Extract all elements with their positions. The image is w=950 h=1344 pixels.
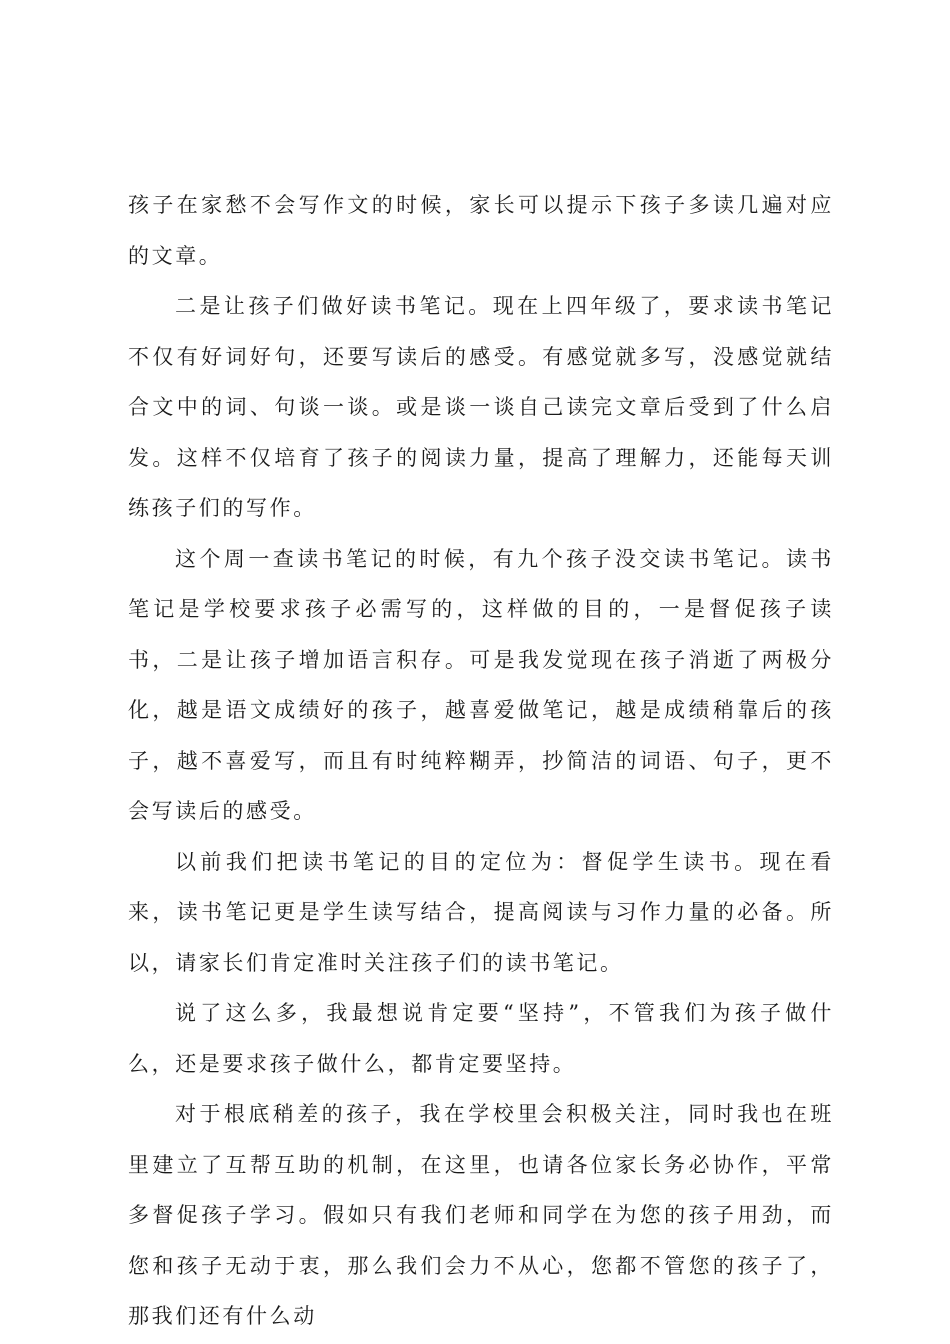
paragraph-continued: 孩子在家愁不会写作文的时候，家长可以提示下孩子多读几遍对应的文章。 xyxy=(128,193,834,268)
paragraph-persistence: 说了这么多，我最想说肯定要“坚持”，不管我们为孩子做什么，还是要求孩子做什么，都肯定要坚持。 xyxy=(128,1001,834,1076)
paragraph-weaker-students: 对于根底稍差的孩子，我在学校里会积极关注，同时我也在班里建立了互帮互助的机制，在这里，也请各位家长务必协作，平常多督促孩子学习。假如只有我们老师和同学在为您的孩子用劲，而您和孩子无动于衷，那么我们会力不从心，您都不管您的孩子了，那我们还有什么动 xyxy=(128,1102,834,1328)
paragraph-notes-purpose: 以前我们把读书笔记的目的定位为：督促学生读书。现在看来，读书笔记更是学生读写结合，提高阅读与习作力量的必备。所以，请家长们肯定准时关注孩子们的读书笔记。 xyxy=(128,849,834,975)
paragraph-notes-check: 这个周一查读书笔记的时候，有九个孩子没交读书笔记。读书笔记是学校要求孩子必需写的，这样做的目的，一是督促孩子读书，二是让孩子增加语言积存。可是我发觉现在孩子消逝了两极分化，越是语文成绩好的孩子，越喜爱做笔记，越是成绩稍靠后的孩子，越不喜爱写，而且有时纯粹糊弄，抄简洁的词语、句子，更不会写读后的感受。 xyxy=(128,546,834,823)
paragraph-reading-notes: 二是让孩子们做好读书笔记。现在上四年级了，要求读书笔记不仅有好词好句，还要写读后的感受。有感觉就多写，没感觉就结合文中的词、句谈一谈。或是谈一谈自己读完文章后受到了什么启发。这样不仅培育了孩子的阅读力量，提高了理解力，还能每天训练孩子们的写作。 xyxy=(128,294,834,520)
document-body xyxy=(128,180,834,1342)
